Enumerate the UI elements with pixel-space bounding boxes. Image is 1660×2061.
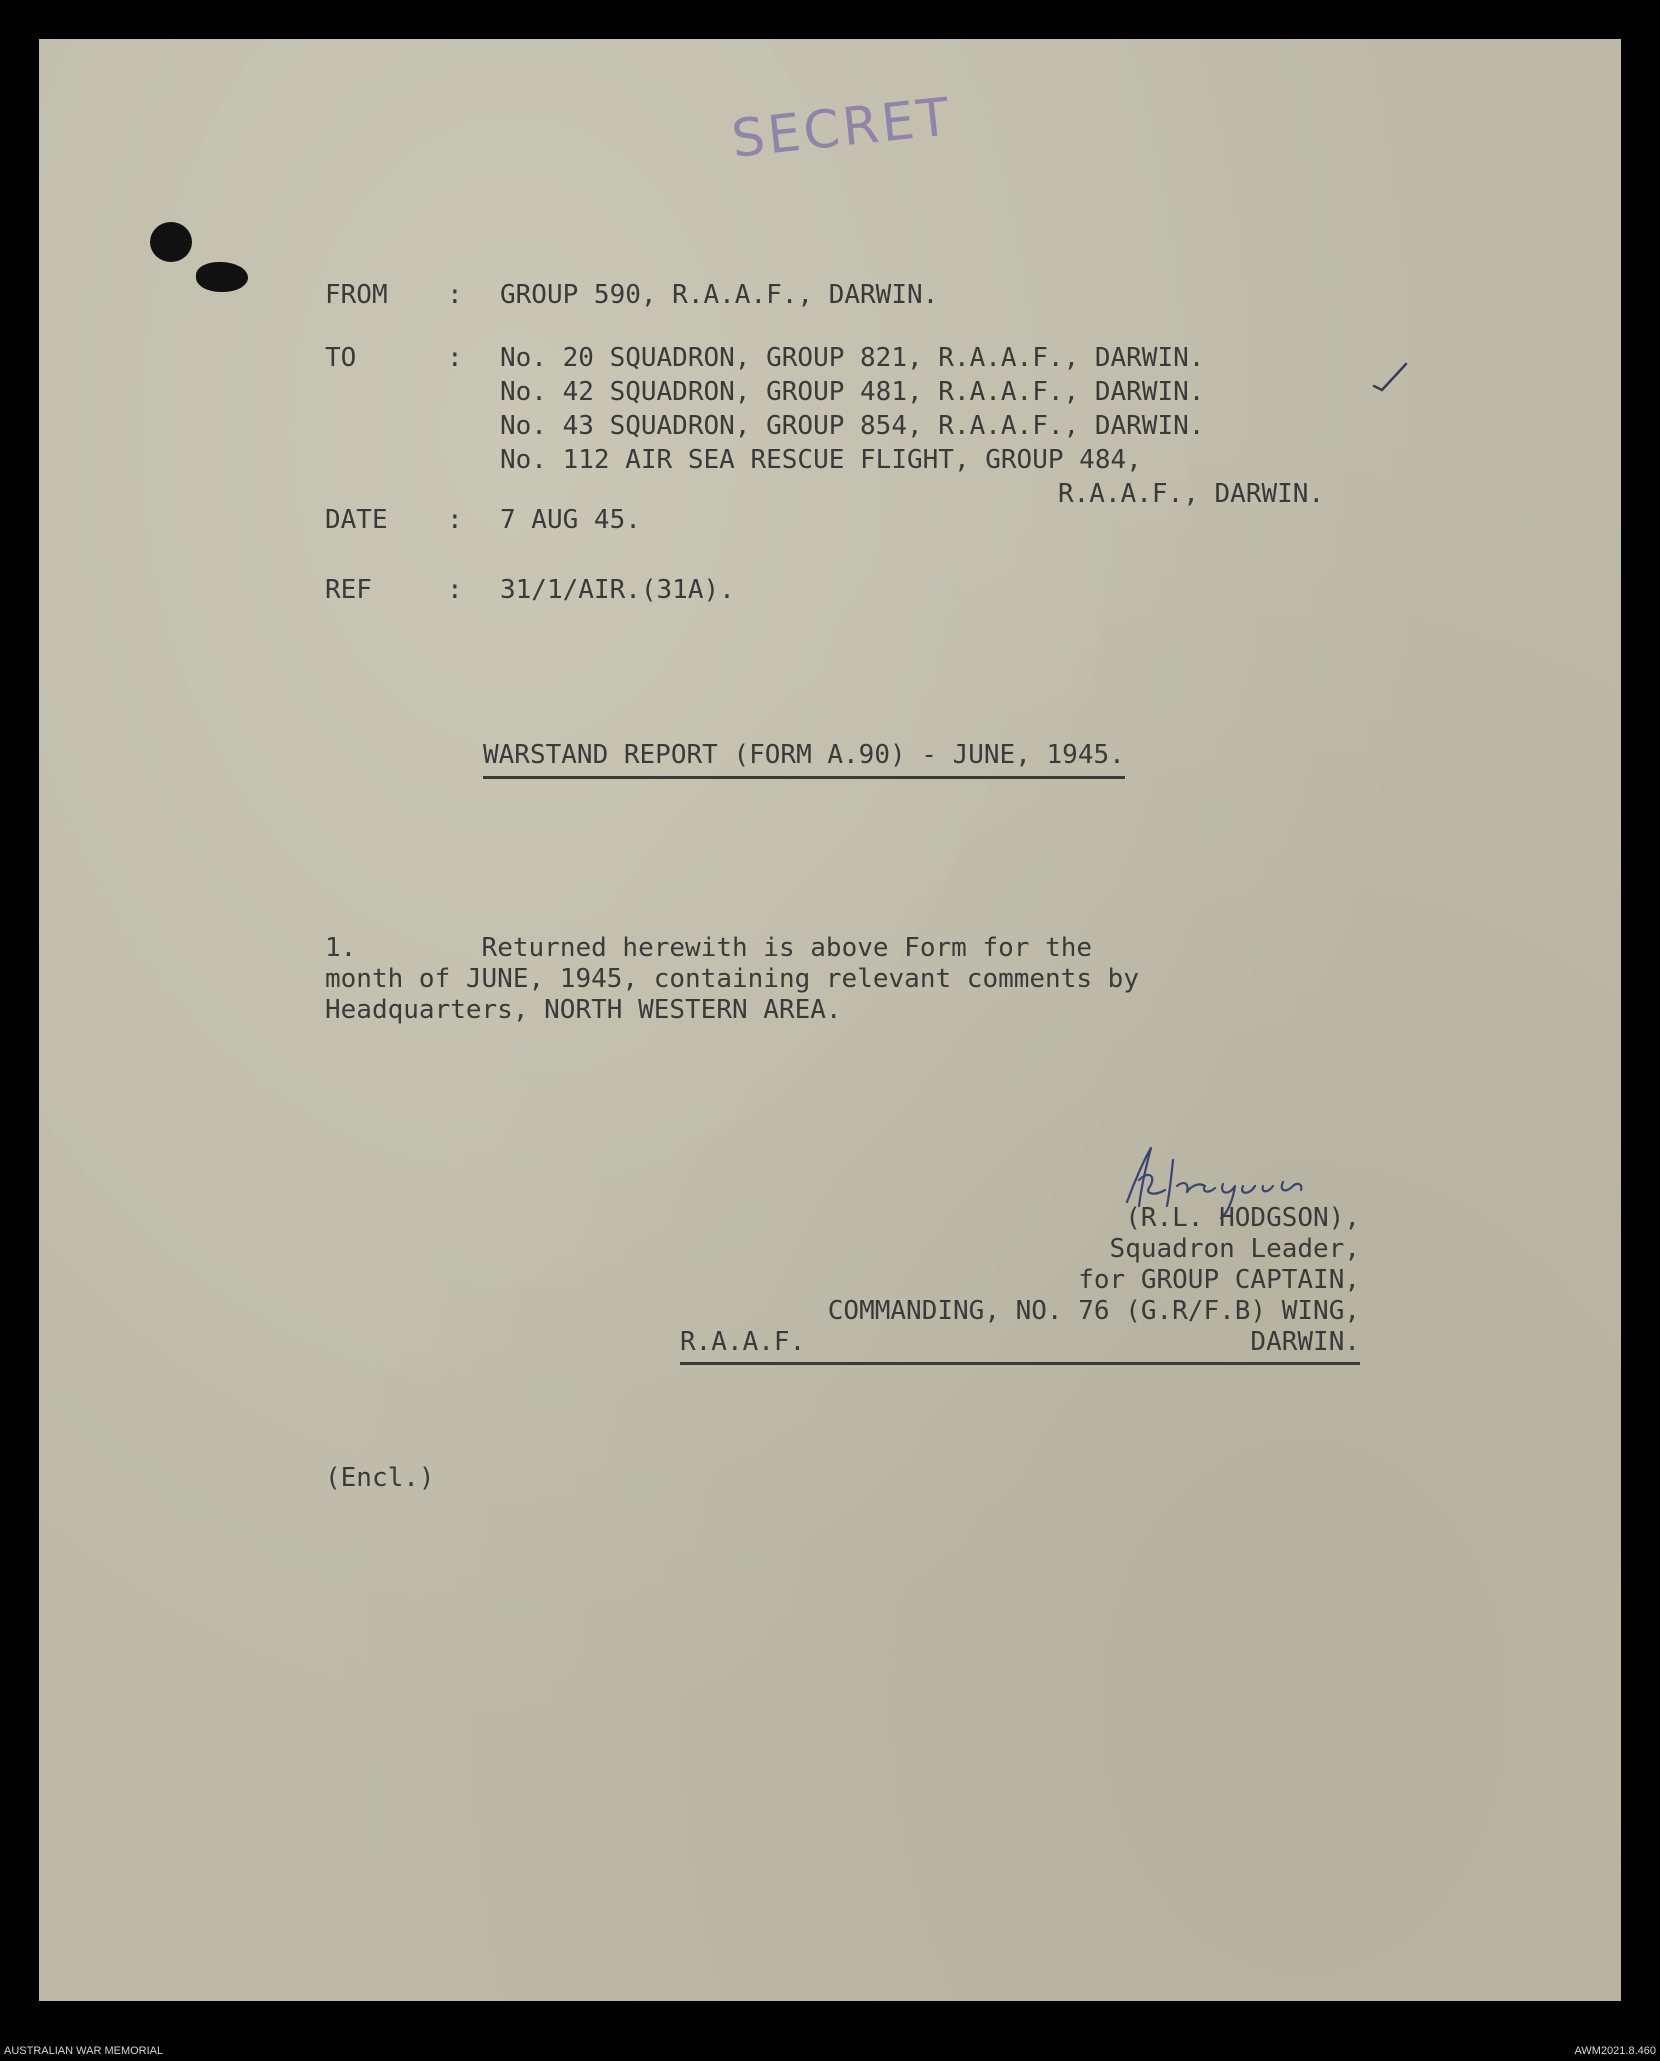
to-line: R.A.A.F., DARWIN. — [1058, 479, 1325, 509]
from-value: GROUP 590, R.A.A.F., DARWIN. — [500, 280, 939, 310]
signatory-name: (R.L. HODGSON), — [1125, 1203, 1360, 1233]
signatory-unit-line — [680, 1327, 1360, 1365]
signatory-location: DARWIN. — [1250, 1327, 1360, 1357]
signatory-rank: Squadron Leader, — [1109, 1234, 1360, 1264]
report-title: WARSTAND REPORT (FORM A.90) - JUNE, 1945. — [483, 740, 1125, 779]
from-colon: : — [447, 280, 463, 310]
footer-accession: AWM2021.8.460 — [1574, 2045, 1656, 2057]
to-colon: : — [447, 343, 463, 373]
paragraph-line-3: Headquarters, NORTH WESTERN AREA. — [325, 995, 842, 1025]
ref-colon: : — [447, 575, 463, 605]
to-label: TO — [325, 343, 357, 373]
body-paragraph — [325, 933, 1305, 1026]
footer-credit: AUSTRALIAN WAR MEMORIAL — [4, 2045, 164, 2057]
ref-label: REF — [325, 575, 372, 605]
checkmark-icon — [1370, 360, 1410, 400]
to-line: No. 112 AIR SEA RESCUE FLIGHT, GROUP 484, — [500, 445, 1142, 475]
to-line: No. 20 SQUADRON, GROUP 821, R.A.A.F., DARWIN. — [500, 343, 1205, 373]
date-label: DATE — [325, 505, 388, 535]
signatory-for: for GROUP CAPTAIN, — [1078, 1265, 1360, 1295]
from-label: FROM — [325, 280, 388, 310]
signature-block — [680, 1203, 1360, 1365]
date-colon: : — [447, 505, 463, 535]
ref-value: 31/1/AIR.(31A). — [500, 575, 735, 605]
date-value: 7 AUG 45. — [500, 505, 641, 535]
paragraph-line-2: month of JUNE, 1945, containing relevant comments by — [325, 964, 1139, 994]
paragraph-line-1: Returned herewith is above Form for the — [481, 933, 1093, 963]
enclosure-note: (Encl.) — [325, 1463, 435, 1493]
secret-stamp: SECRET — [728, 87, 955, 170]
punch-hole-top — [150, 222, 192, 262]
paragraph-number: 1. — [325, 933, 357, 963]
to-line: No. 43 SQUADRON, GROUP 854, R.A.A.F., DARWIN. — [500, 411, 1205, 441]
signatory-commanding: COMMANDING, NO. 76 (G.R/F.B) WING, — [827, 1296, 1360, 1326]
punch-hole-bottom — [196, 262, 248, 292]
signatory-raaf: R.A.A.F. — [680, 1327, 806, 1357]
to-line: No. 42 SQUADRON, GROUP 481, R.A.A.F., DARWIN. — [500, 377, 1205, 407]
